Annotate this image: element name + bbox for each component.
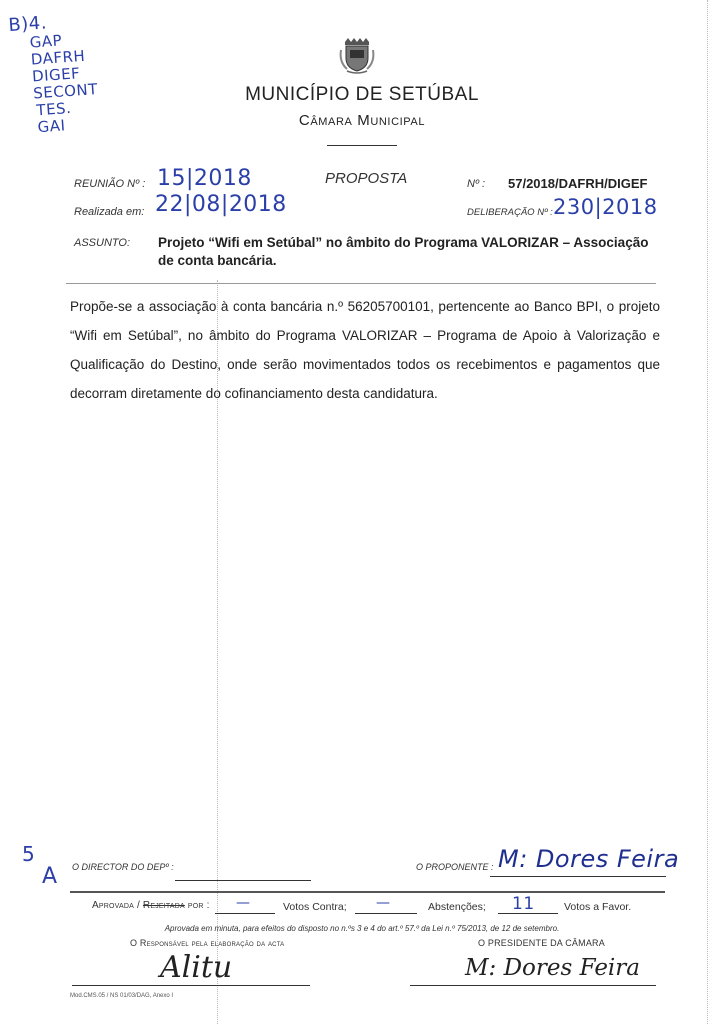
assunto-label: ASSUNTO: [74,237,131,249]
realizada-label: Realizada em: [74,206,145,218]
form-code: Mod.CMS.05 / NS 01/03/DAG, Anexo I [70,993,174,999]
annotation-line: TES. [35,98,72,120]
numero-label: Nº : [467,178,486,190]
minuta-note: Aprovada em minuta, para efeitos do disposto no n.ºs 3 e 4 do art.º 57.º da Lei n.º 75/2013, de 12 de setembro. [164,924,560,933]
annotation-line: GAI [37,116,67,137]
votos-favor-value: 11 [512,894,535,914]
handwritten-initial: 5 [22,842,36,866]
por-label: por : [184,900,210,911]
annotation-line: DIGEF [31,64,81,86]
reuniao-value: 15|2018 [157,166,252,191]
approval-status [92,900,210,911]
section-divider [66,283,656,284]
rejeitada-label: Rejeitada [142,900,185,911]
deliberacao-value: 230|2018 [553,195,658,219]
annotation-line: B)4. [7,12,48,37]
abstencoes-label: Abstenções; [428,901,486,913]
proponente-signature-line [490,876,666,877]
proposta-heading: PROPOSTA [325,170,408,187]
municipality-title: MUNICÍPIO DE SETÚBAL [245,84,479,105]
presidente-signature: M: Dores Feira [465,955,640,981]
abstencoes-line [355,913,417,914]
responsavel-label: O Responsável pela elaboração da acta [130,938,285,948]
votos-favor-label: Votos a Favor. [564,901,632,913]
assunto-value: Projeto “Wifi em Setúbal” no âmbito do Programa VALORIZAR – Associação de conta bancária. [158,235,649,268]
proposal-body: Propõe-se a associação à conta bancária n.º 56205700101, pertencente ao Banco BPI, o projeto “Wifi em Setúbal”, no âmbito do Programa VALORIZAR – Programa de Apoio à Valorização e Qualificação do Destino, onde serão movimentados todos os recebimentos e pagamentos que decorram diretamente do cofinanciamento desta candidatura. [70,299,660,401]
proponente-label: O PROPONENTE : [416,862,494,872]
aprovada-label: Aprovada / [92,900,143,911]
votos-contra-value: — [236,895,251,911]
annotation-line: DAFRH [30,46,86,69]
realizada-value: 22|08|2018 [155,192,287,217]
deliberacao-label: DELIBERAÇÃO Nº : [467,207,553,218]
footer-divider [70,891,665,893]
presidente-label: O PRESIDENTE DA CÂMARA [478,938,605,948]
responsavel-signature: Alitu [160,950,233,985]
proponente-signature: M: Dores Feira [498,845,680,873]
director-label: O DIRECTOR DO DEPº : [72,862,174,872]
votos-contra-label: Votos Contra; [283,901,347,913]
director-signature-line [175,880,311,881]
abstencoes-value: — [376,895,391,911]
numero-value: 57/2018/DAFRH/DIGEF [508,176,648,191]
scan-artifact-line [707,0,708,1024]
reuniao-label: REUNIÃO Nº : [74,178,146,190]
responsavel-signature-line [72,985,310,986]
annotation-line: SECONT [32,80,99,103]
crest-icon [337,36,377,74]
votos-contra-line [215,913,275,914]
chamber-subtitle: Câmara Municipal [298,112,426,129]
annotation-line: GAP [29,31,63,52]
handwritten-initial: A [42,864,58,889]
presidente-signature-line [410,985,656,986]
title-divider [327,145,397,146]
